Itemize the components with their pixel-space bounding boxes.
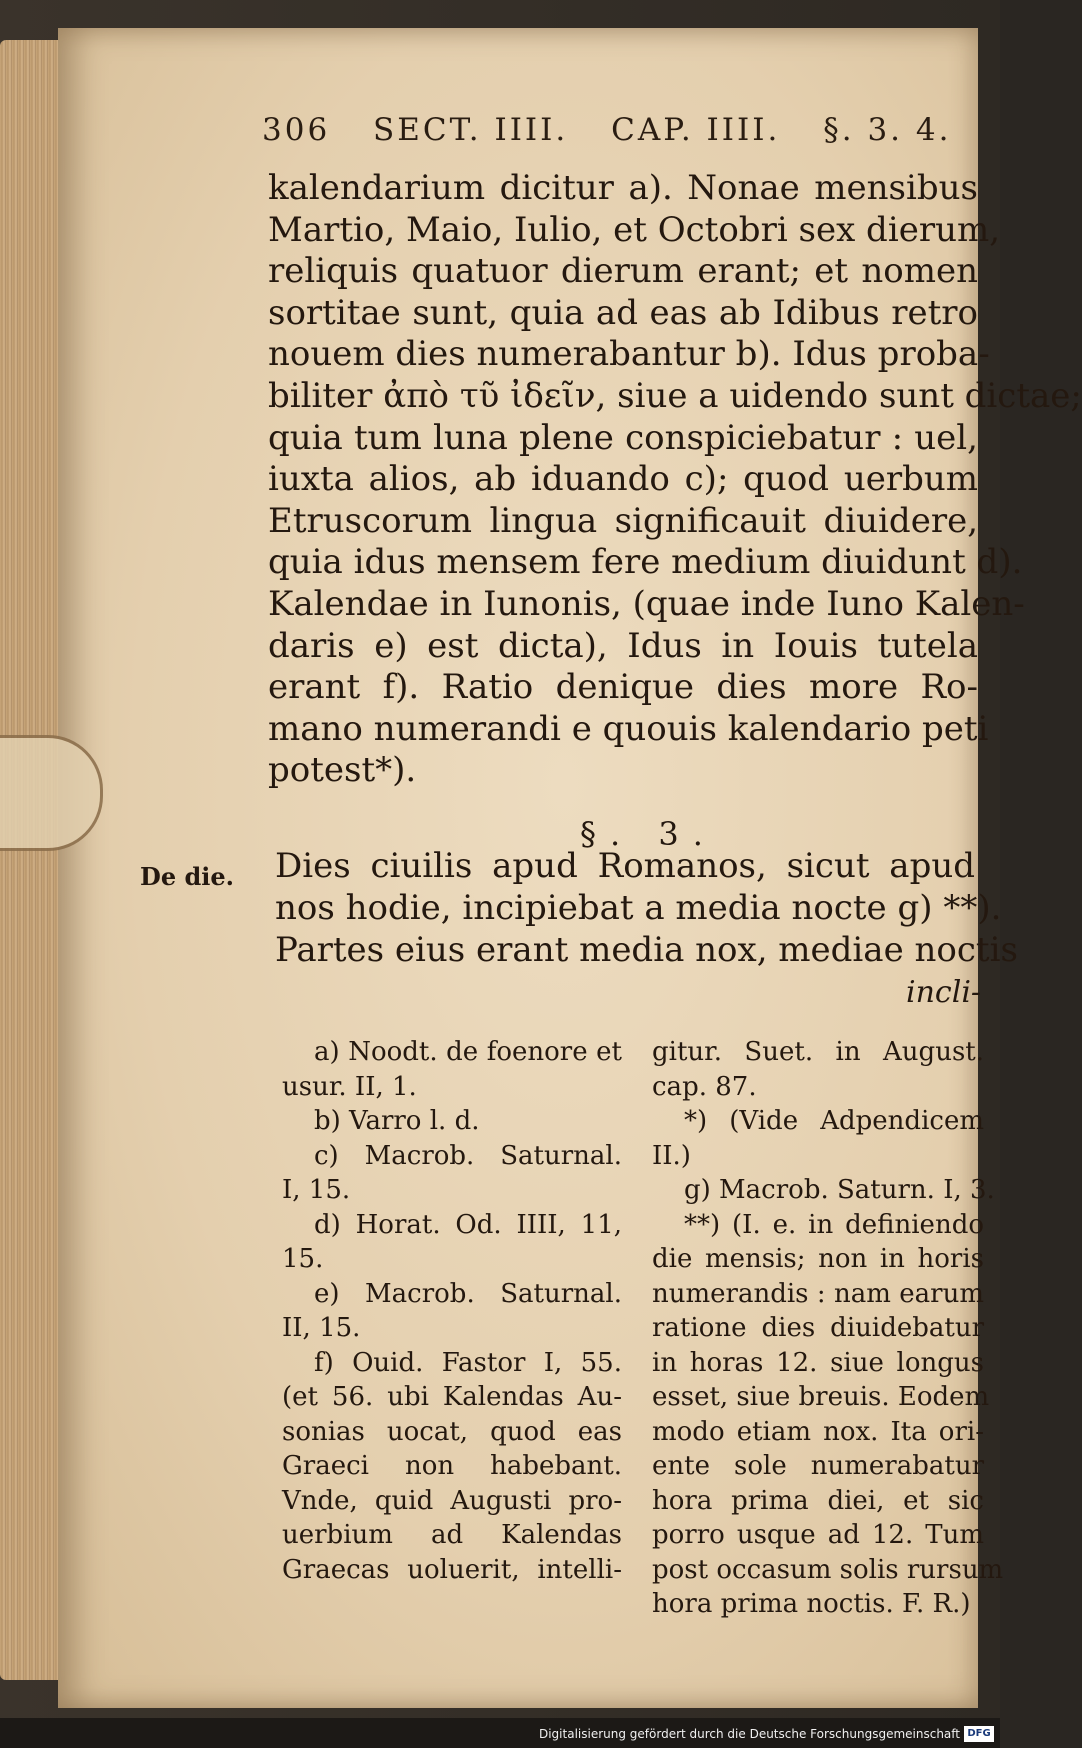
footnote-line: f) Ouid. Fastor I, 55. (314, 1347, 622, 1378)
footnote-line: a) Noodt. de foenore et (314, 1037, 622, 1067)
section-heading: §. 3. (580, 815, 717, 853)
dfg-logo: DFG (964, 1726, 994, 1742)
footnote-line: **) (I. e. in definiendo (684, 1209, 984, 1240)
book-page-edges (0, 40, 62, 1680)
text-line: Martio, Maio, Iulio, et Octobri sex dierum, (268, 209, 1001, 250)
footnote-line: sonias uocat, quod eas (282, 1416, 622, 1447)
text-line: sortitae sunt, quia ad eas ab Idibus retro (268, 292, 978, 333)
footnote-line: c) Macrob. Saturnal. (314, 1140, 622, 1171)
footnote-line: hora prima diei, et sic (652, 1485, 984, 1516)
footnote-line: porro usque ad 12. Tum (652, 1520, 984, 1550)
footnote-line: II.) (652, 1140, 691, 1171)
footnote-line: post occasum solis rursum (652, 1554, 1004, 1585)
header-chapter: CAP. IIII. (611, 112, 781, 148)
footnote-line: *) (Vide Adpendicem (684, 1106, 984, 1136)
text-line: nos hodie, incipiebat a media nocte g) **). (275, 888, 1002, 928)
text-line: iuxta alios, ab iduando c); quod uerbum (268, 459, 978, 500)
page-number: 306 (262, 112, 331, 148)
text-line: daris e) est dicta), Idus in Iouis tutela (268, 625, 978, 666)
text-line: biliter ἀπὸ τῦ ἰδεῖν, siue a uidendo sunt dictae; (268, 375, 1082, 416)
footnote-line: gitur. Suet. in August. (652, 1037, 984, 1067)
text-line: Partes eius erant media nox, mediae noctis (275, 930, 1018, 970)
footnote-line: usur. II, 1. (282, 1071, 417, 1102)
header-paragraphs: §. 3. 4. (823, 112, 952, 148)
footnotes-left-column (282, 1035, 622, 1587)
footnote-line: Vnde, quid Augusti pro- (282, 1485, 622, 1516)
footnote-line: e) Macrob. Saturnal. (314, 1278, 622, 1309)
footnote-line: (et 56. ubi Kalendas Au- (282, 1382, 622, 1412)
footnote-line: ratione dies diuidebatur (652, 1313, 984, 1343)
text-line: mano numerandi e quouis kalendario peti (268, 708, 989, 749)
footnote-line: esset, siue breuis. Eodem (652, 1382, 990, 1412)
text-line: erant f). Ratio denique dies more Ro- (268, 667, 978, 708)
footnote-line: modo etiam nox. Ita ori- (652, 1416, 984, 1447)
footnote-line: numerandis : nam earum (652, 1278, 984, 1309)
text-line: kalendarium dicitur a). Nonae mensibus (268, 168, 978, 208)
footnote-line: hora prima noctis. F. R.) (652, 1589, 971, 1619)
header-section: SECT. IIII. (373, 112, 569, 148)
footnote-line: II, 15. (282, 1313, 361, 1343)
text-line: quia tum luna plene conspiciebatur : uel, (268, 417, 978, 458)
footnote-line: cap. 87. (652, 1071, 757, 1102)
footnotes-right-column (652, 1035, 1004, 1622)
main-text-block (268, 168, 1082, 792)
text-line: potest*). (268, 750, 417, 791)
text-line: nouem dies numerabantur b). Idus proba- (268, 334, 990, 375)
footnote-line: Graecas uoluerit, intelli- (282, 1554, 622, 1585)
book-clasp (0, 735, 103, 851)
footnote-line: b) Varro l. d. (314, 1106, 480, 1136)
text-line: quia idus mensem fere medium diuidunt d). (268, 542, 1023, 583)
marginal-note: De die. (140, 862, 234, 891)
footnote-line: in horas 12. siue longus (652, 1347, 984, 1378)
text-line: Dies ciuilis apud Romanos, sicut apud (275, 846, 975, 886)
text-line: reliquis quatuor dierum erant; et nomen (268, 251, 978, 292)
catchword: incli- (906, 975, 982, 1010)
footnote-line: Graeci non habebant. (282, 1451, 622, 1481)
footnote-line: ente sole numerabatur (652, 1451, 984, 1481)
footnote-line: g) Macrob. Saturn. I, 3. (684, 1175, 995, 1205)
text-line: Etruscorum lingua significauit diuidere, (268, 500, 978, 541)
text-line: Kalendae in Iunonis, (quae inde Iuno Kalen- (268, 583, 1025, 624)
footnote-line: die mensis; non in horis (652, 1244, 984, 1274)
footer-credit: Digitalisierung gefördert durch die Deutsche Forschungsgemeinschaft (538, 1727, 960, 1741)
section-text-block (275, 845, 1018, 971)
footnote-line: d) Horat. Od. IIII, 11, (314, 1209, 622, 1240)
footnote-line: I, 15. (282, 1175, 351, 1205)
footnote-line: 15. (282, 1244, 324, 1274)
running-header (262, 112, 952, 148)
footnote-line: uerbium ad Kalendas (282, 1520, 622, 1550)
